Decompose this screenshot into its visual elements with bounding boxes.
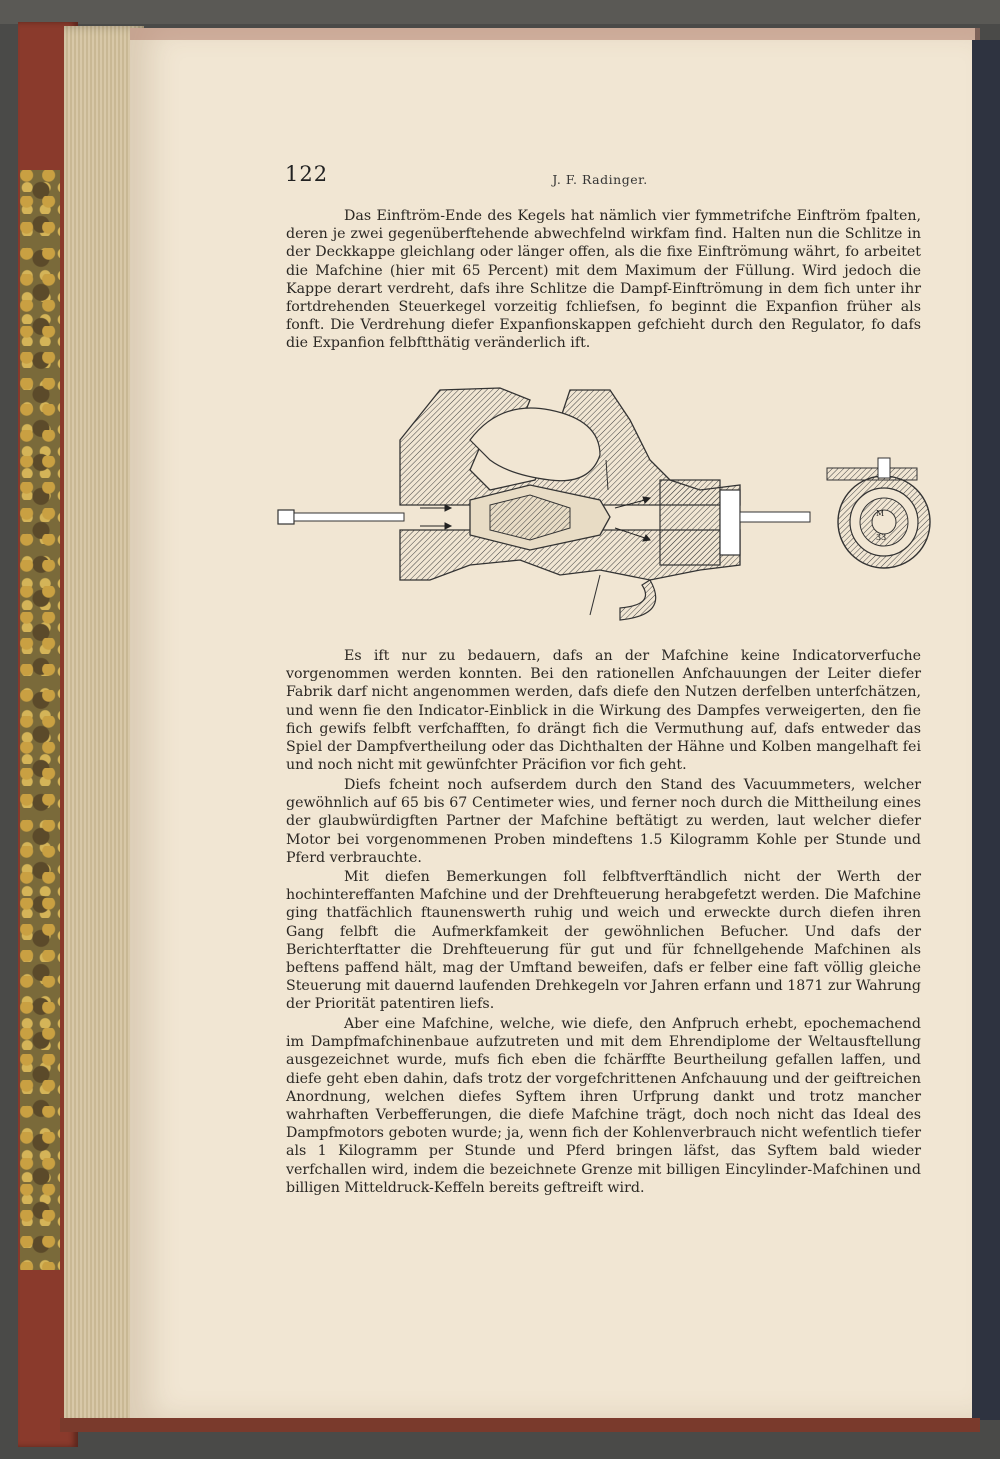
running-title: J. F. Radinger.	[552, 172, 648, 187]
marbled-cover-paper	[20, 170, 60, 1270]
right-flange	[720, 490, 740, 555]
rod-left	[278, 510, 404, 524]
right-binding-edge	[972, 40, 1000, 1420]
paragraph-2: Es ift nur zu bedauern, dafs an der Mafchine keine Indicatorverfuche vorgenommen werden konnten. Bei den rationellen Anfchauungen der Leiter diefer Fabrik darf nicht angenommen werden, dafs diefe den Nutzen derfelben unterfchätzen, und wenn fie den Indicator-Einblick in die Wirkung des Dampfes verweigerten, den fie fich gewifs felbft verfchafften, fo drängt fich die Vermuthung auf, dafs entweder das Spiel der Dampfvertheilung oder das Dichthalten der Hähne und Kolben mangelhaft fei und noch nicht mit gewünfchter Präcifion vor fich geht.	[286, 648, 921, 774]
top-binding-edge	[130, 28, 980, 40]
right-housing	[660, 480, 720, 565]
page-number: 122	[285, 162, 329, 186]
bottom-cover-edge	[60, 1418, 980, 1432]
paragraph-1: Das Einftröm-Ende des Kegels hat nämlich vier fymmetrifche Einftröm fpalten, deren je zwei gegenüberftehende abwechfelnd wirkfam find. Halten nun die Schlitze in der Deckkappe gleichlang oder länger offen, als die fixe Einftrömung währt, fo arbeitet die Mafchine (hier mit 65 Percent) mit dem Maximum der Füllung. Wird jedoch die Kappe derart verdreht, dafs ihre Schlitze die Dampf-Einftrömung in dem fich unter ihr fortdrehenden Steuerkegel vorzeitig fchliefsen, fo beginnt die Expanfion früher als fonft. Die Verdrehung diefer Expanfionskappen gefchieht durch den Regulator, fo dafs die Expanfion felbftthätig veränderlich ift.	[286, 208, 921, 352]
steam-engine-valve-diagram	[270, 380, 940, 630]
rod-right	[740, 512, 810, 522]
paragraph-5: Aber eine Mafchine, welche, wie diefe, den Anfpruch erhebt, epochemachend im Dampfmafchinenbaue aufzutreten und mit dem Ehrendiplome der Weltausftellung ausgezeichnet wurde, mufs fich eben die fchärffte Beurtheilung gefallen laffen, und diefe geht eben dahin, dafs trotz der vorgefchrittenen Anfchauung und der geiftreichen Anordnung, welchen diefes Syftem ihren Urfprung dankt und trotz mancher wahrhaften Verbefferungen, die diefe Mafchine trägt, doch noch nicht das Ideal des Dampfmotors geboten wurde; ja, wenn fich der Kohlenverbrauch nicht wefentlich tiefer als 1 Kilogramm per Stunde und Pferd bringen läfst, das Syftem bald wieder verfchallen wird, indem die bezeichnete Grenze mit billigen Eincylinder-Mafchinen und billigen Mitteldruck-Keffeln bereits geftreift wird.	[286, 1016, 921, 1196]
paragraph-3: Diefs fcheint noch aufserdem durch den Stand des Vacuummeters, welcher gewöhnlich auf 65 bis 67 Centimeter wies, und ferner noch durch die Mittheilung eines der glaubwürdigften Partner der Mafchine beftätigt zu werden, laut welcher diefer Motor bei vorgenommenen Proben mindeftens 1.5 Kilogramm Kohle per Stunde und Pferd verbrauchte.	[286, 777, 921, 866]
scan-background	[0, 0, 1000, 24]
figure-label-33: 33	[876, 533, 887, 542]
cover-corner	[20, 1270, 60, 1420]
figure-label-m: M	[876, 509, 885, 518]
exhaust-pipe	[620, 580, 656, 620]
end-view	[827, 458, 930, 568]
paragraph-4: Mit diefen Bemerkungen foll felbftverftändlich nicht der Werth der hochintereffanten Mafchine und der Drehfteuerung herabgefetzt werden. Die Mafchine ging thatfächlich ftaunenswerth ruhig und weich und erweckte durch diefen ihren Gang felbft die Aufmerkfamkeit der gewöhnlichen Befucher. Und dafs der Berichterftatter die Drehfteuerung für gut und für fchnellgehende Mafchinen als beftens paffend hält, mag der Umftand beweifen, dafs er felber eine faft völlig gleiche Steuerung mit dauernd laufenden Drehkegeln vor Jahren erfann und 1871 zur Wahrung der Priorität patentiren liefs.	[286, 869, 921, 1013]
